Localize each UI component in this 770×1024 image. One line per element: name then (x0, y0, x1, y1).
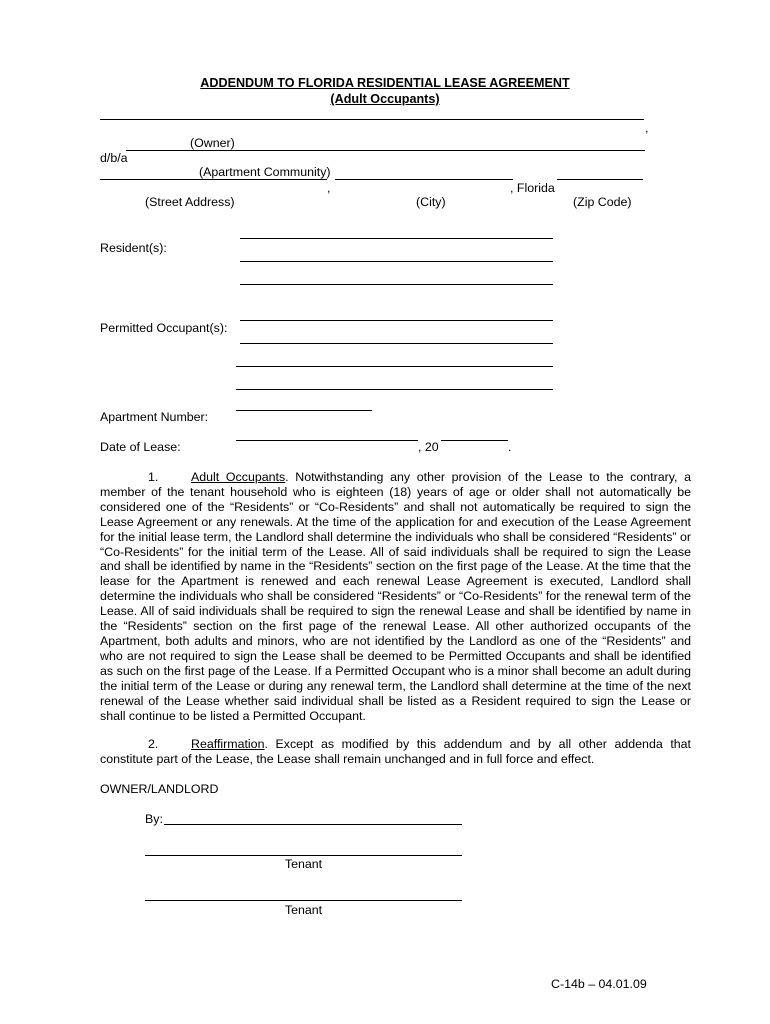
section-2-paragraph (100, 737, 691, 767)
permitted-occupants-label: Permitted Occupant(s): (100, 321, 228, 335)
tenant-signature-line-1[interactable] (145, 855, 462, 856)
apartment-number-line[interactable] (236, 410, 372, 411)
city-label: (City) (416, 195, 446, 209)
resident-line-3[interactable] (240, 284, 553, 285)
tenant-signature-line-2[interactable] (145, 900, 462, 901)
community-line[interactable] (126, 150, 645, 151)
section-2-number: 2. (148, 737, 159, 751)
date-of-lease-label: Date of Lease: (100, 440, 181, 454)
section-1-text: . Notwithstanding any other provision of the Lease to the contrary, a member of the tenant household who is eighteen (18) years of age or older shall not automatically be considered one of the “Residents” or “Co-Residents” and shall not automatically be required to sign the Lease Agreement or any renewals. At the time of the application for and execution of the Lease Agreement for the initial lease term, the Landlord shall determine the individuals who shall be considered “Residents” or “Co-Residents” for the initial term of the Lease. All of said individuals shall be required to sign the Lease and shall be identified by name in the “Residents” section on the first page of the Lease. At the time that the lease for the Apartment is renewed and each renewal Lease Agreement is executed, Landlord shall determine the individuals who shall be considered “Residents” or “Co-Residents” for the renewal term of the Lease. All of said individuals shall be required to sign the renewal Lease and shall be identified by name in the “Residents” section on the first page of the renewal Lease. All other authorized occupants of the Apartment, both adults and minors, who are not identified by the Landlord as one of the “Residents” and who are not required to sign the Lease shall be deemed to be Permitted Occupants and shall be identified as such on the first page of the Lease. If a Permitted Occupant who is a minor shall become an adult during the initial term of the Lease or during any renewal term, the Landlord shall determine at the time of the next renewal of the Lease whether said individual shall be listed as a Resident required to sign the Lease or shall continue to be listed a Permitted Occupant. (100, 470, 692, 723)
street-label: (Street Address) (145, 195, 235, 209)
residents-label: Resident(s): (100, 241, 167, 255)
owner-signature-line[interactable] (164, 824, 462, 825)
owner-label: (Owner) (190, 136, 235, 150)
owner-landlord-label: OWNER/LANDLORD (100, 782, 219, 796)
year-line[interactable] (441, 440, 508, 441)
section-1-paragraph (100, 470, 691, 723)
occupant-line-1[interactable] (240, 320, 553, 321)
year-prefix: , 20 (418, 440, 439, 454)
occupant-line-2[interactable] (240, 343, 553, 344)
owner-comma: , (645, 121, 649, 135)
section-2-text: . Except as modified by this addendum and by all other addenda that constitute part of the Lease, the Lease shall remain unchanged and in full force and effect. (100, 737, 691, 766)
street-comma: , (327, 181, 331, 195)
date-period: . (508, 440, 512, 454)
occupant-line-3[interactable] (236, 366, 553, 367)
zip-label: (Zip Code) (573, 195, 632, 209)
document-title: ADDENDUM TO FLORIDA RESIDENTIAL LEASE AGREEMENT (200, 76, 570, 90)
apartment-number-label: Apartment Number: (100, 410, 209, 424)
resident-line-2[interactable] (240, 261, 553, 262)
by-label: By: (145, 812, 163, 826)
section-1-heading: Adult Occupants (191, 470, 286, 484)
community-label: (Apartment Community) (199, 165, 331, 179)
dba-label: d/b/a (100, 151, 128, 165)
tenant-label-2: Tenant (284, 903, 323, 917)
florida-label: , Florida (510, 181, 555, 195)
city-line[interactable] (335, 179, 513, 180)
form-code: C-14b – 04.01.09 (551, 977, 647, 991)
date-line[interactable] (236, 440, 418, 441)
occupant-line-4[interactable] (236, 389, 553, 390)
resident-line-1[interactable] (240, 238, 553, 239)
street-line[interactable] (100, 179, 327, 180)
section-2-heading: Reaffirmation (191, 737, 265, 751)
section-1-number: 1. (148, 470, 159, 484)
document-subtitle: (Adult Occupants) (330, 92, 440, 106)
tenant-label-1: Tenant (284, 857, 323, 871)
owner-line[interactable] (100, 119, 644, 120)
zip-line[interactable] (557, 179, 643, 180)
